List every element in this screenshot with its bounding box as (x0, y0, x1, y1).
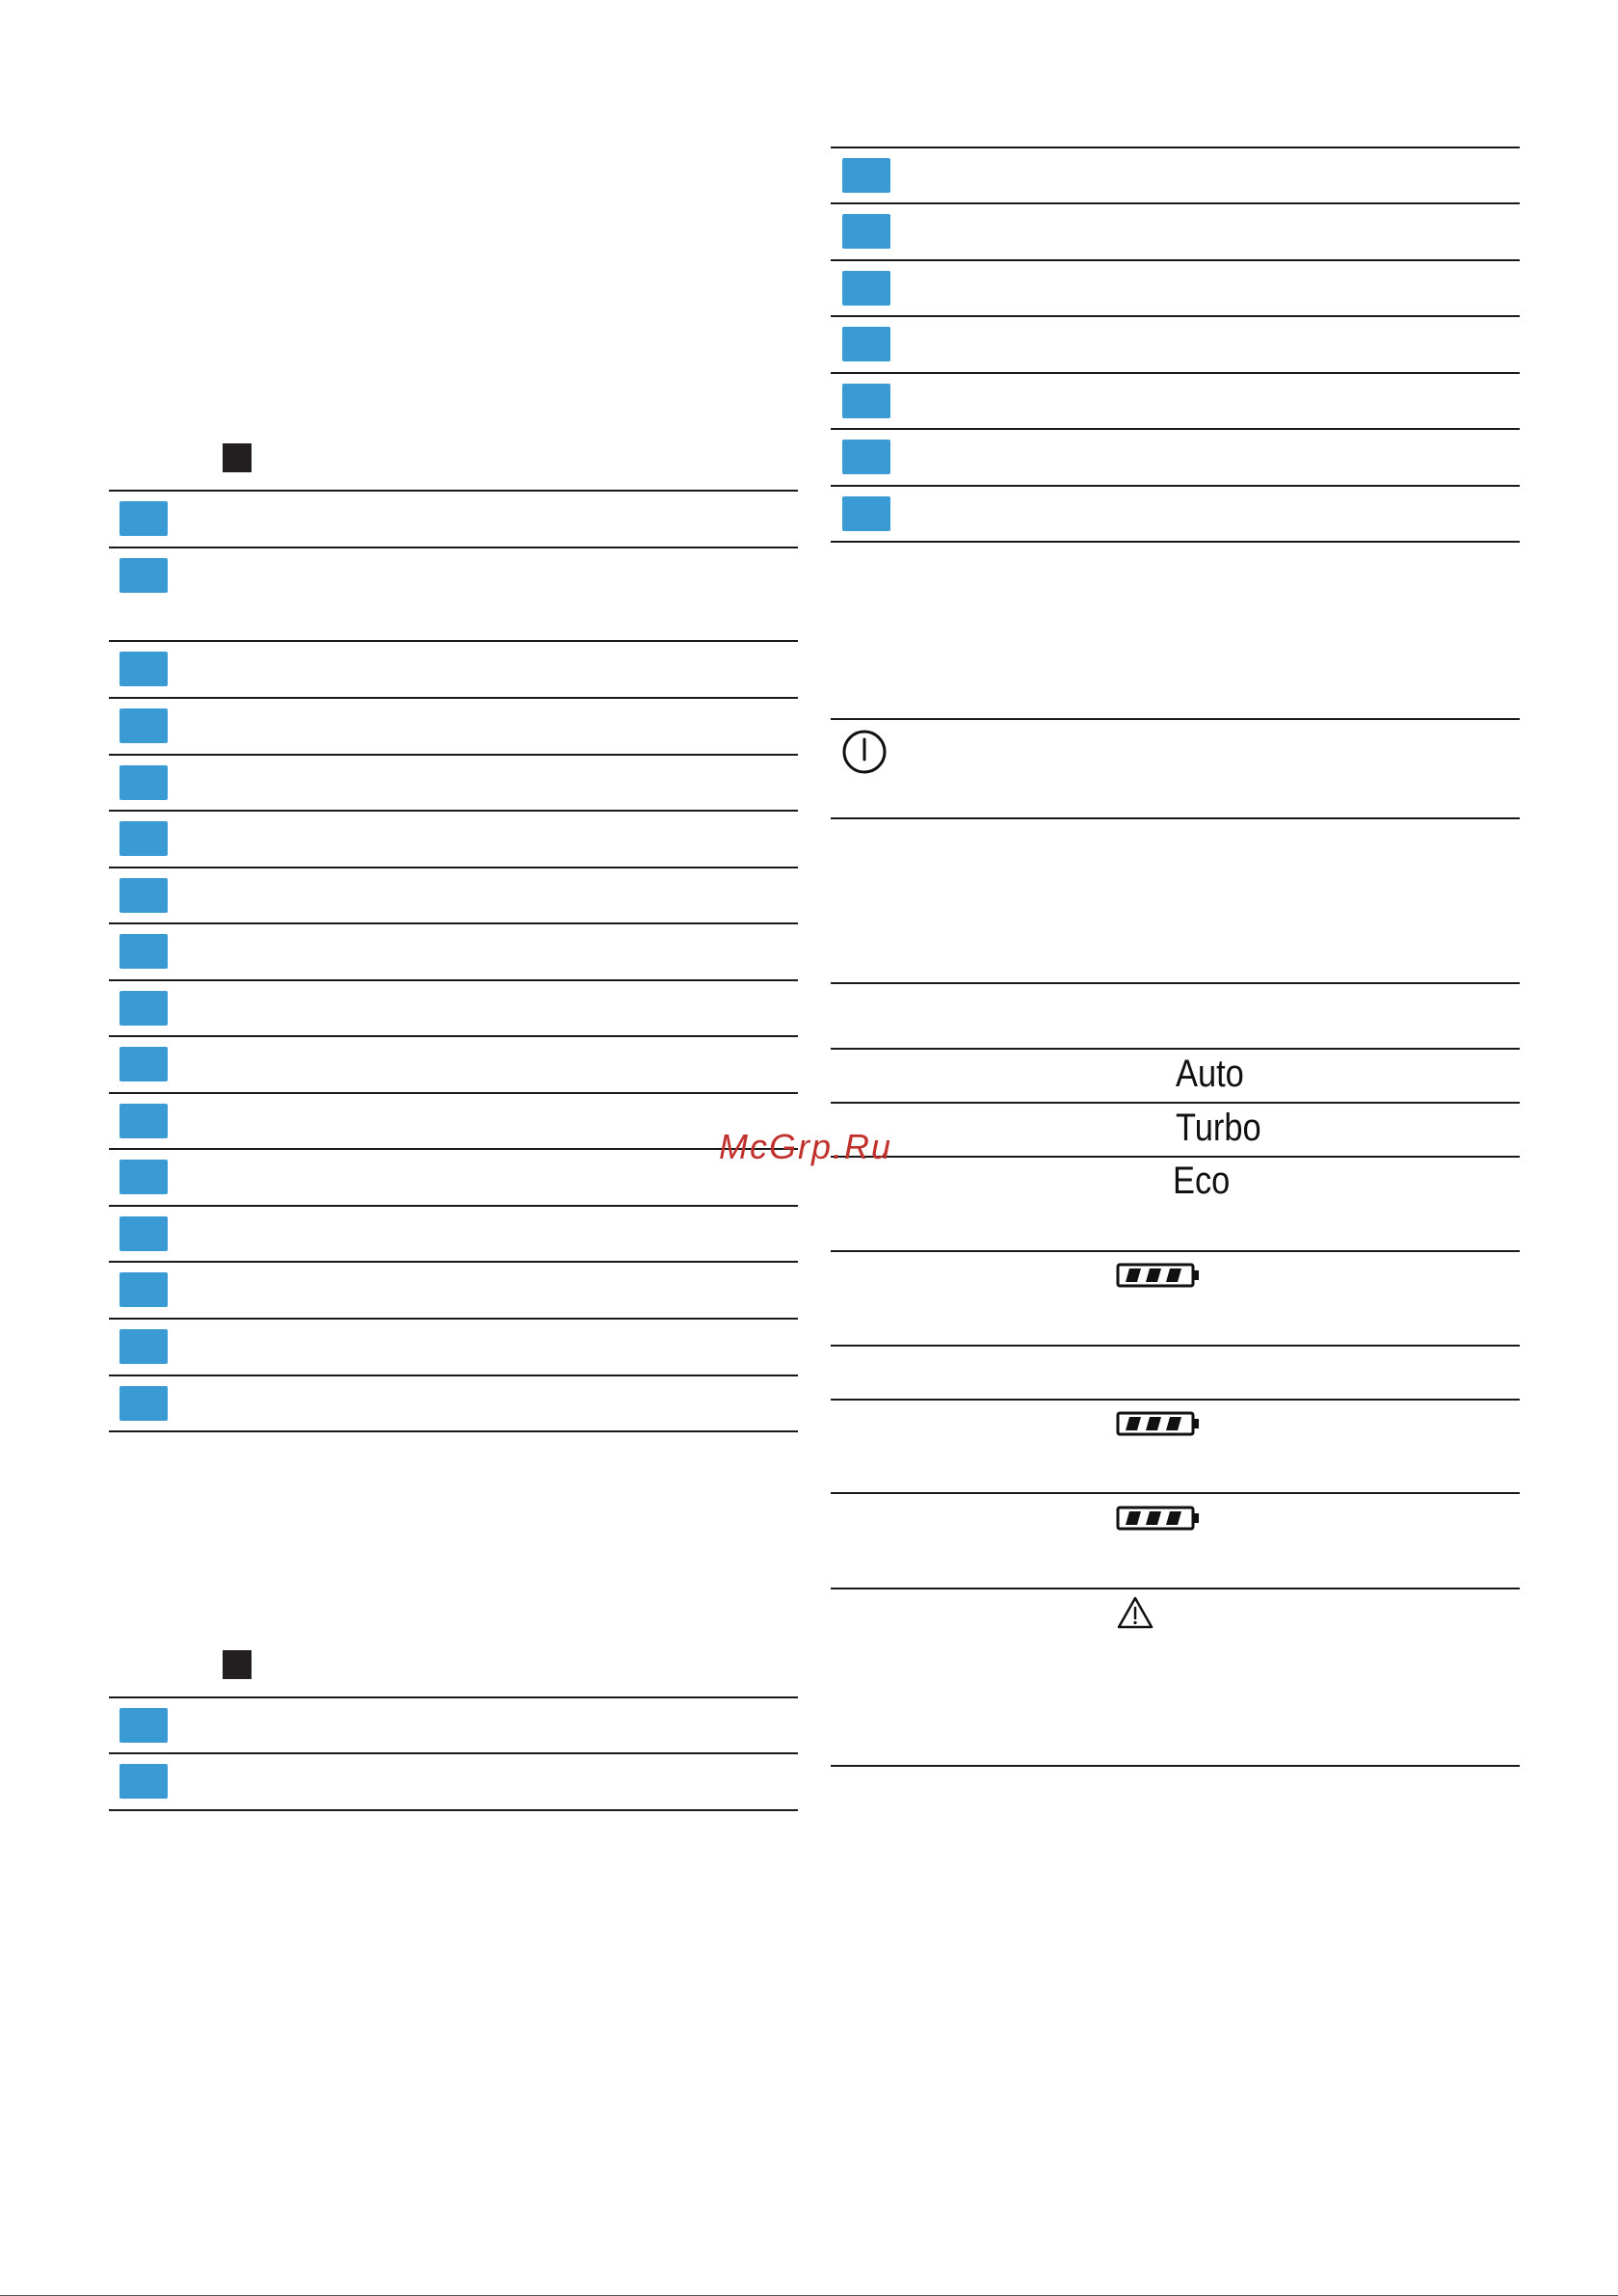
list-marker (842, 327, 890, 361)
table-rule (831, 718, 1520, 720)
table-rule (109, 1261, 798, 1263)
list-marker (119, 1104, 168, 1138)
list-marker (842, 271, 890, 306)
list-marker (119, 821, 168, 856)
list-marker (119, 991, 168, 1026)
section-mark (223, 443, 252, 472)
table-rule (109, 1430, 798, 1432)
list-marker (842, 440, 890, 474)
mode-eco-label: Eco (1173, 1160, 1231, 1202)
mode-turbo-label: Turbo (1176, 1107, 1261, 1149)
table-rule (109, 754, 798, 756)
table-rule (831, 372, 1520, 374)
table-rule (831, 982, 1520, 984)
table-rule (109, 1696, 798, 1698)
list-marker (842, 496, 890, 531)
table-rule (109, 1092, 798, 1094)
table-rule (831, 1588, 1520, 1589)
table-rule (831, 1399, 1520, 1401)
table-rule (831, 1048, 1520, 1050)
list-marker (119, 1764, 168, 1799)
list-marker (119, 558, 168, 593)
list-marker (119, 652, 168, 686)
table-rule (109, 1035, 798, 1037)
table-rule (109, 867, 798, 868)
table-rule (831, 259, 1520, 261)
table-rule (831, 147, 1520, 148)
list-marker (842, 214, 890, 249)
table-rule (831, 1765, 1520, 1767)
table-rule (831, 315, 1520, 317)
table-rule (831, 485, 1520, 487)
battery-icon (1116, 1263, 1201, 1288)
table-rule (109, 979, 798, 981)
list-marker (842, 384, 890, 418)
list-marker (119, 1386, 168, 1421)
table-rule (109, 547, 798, 548)
table-rule (109, 1205, 798, 1207)
table-rule (109, 1375, 798, 1376)
battery-icon (1116, 1506, 1201, 1531)
table-rule (109, 640, 798, 642)
power-icon (841, 729, 888, 775)
table-rule (109, 810, 798, 812)
list-marker (119, 1708, 168, 1743)
table-rule (109, 922, 798, 924)
list-marker (119, 1216, 168, 1251)
list-marker (119, 1272, 168, 1307)
table-rule (109, 1809, 798, 1811)
table-rule (831, 202, 1520, 204)
watermark: McGrp.Ru (719, 1127, 893, 1166)
table-rule (831, 1156, 1520, 1158)
list-marker (119, 878, 168, 913)
list-marker (842, 158, 890, 193)
table-rule (109, 490, 798, 492)
table-rule (831, 1250, 1520, 1252)
warning-icon (1116, 1595, 1154, 1630)
table-rule (109, 1752, 798, 1754)
mode-auto-label: Auto (1176, 1053, 1244, 1095)
table-rule (831, 1492, 1520, 1494)
table-rule (831, 1345, 1520, 1347)
section-mark (223, 1650, 252, 1679)
table-rule (831, 428, 1520, 430)
table-rule (831, 541, 1520, 543)
list-marker (119, 1047, 168, 1081)
list-marker (119, 501, 168, 536)
list-marker (119, 765, 168, 800)
table-rule (109, 1148, 798, 1150)
list-marker (119, 1160, 168, 1194)
table-rule (831, 1102, 1520, 1104)
table-rule (109, 697, 798, 699)
list-marker (119, 1329, 168, 1364)
table-rule (109, 1318, 798, 1320)
list-marker (119, 708, 168, 743)
table-rule (831, 817, 1520, 819)
battery-icon (1116, 1411, 1201, 1436)
list-marker (119, 934, 168, 969)
